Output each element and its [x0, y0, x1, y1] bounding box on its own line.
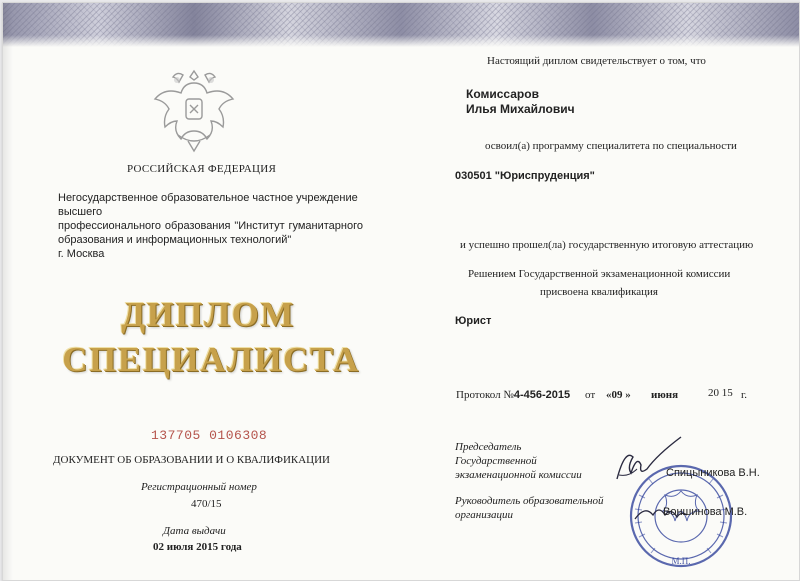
specialty: 030501 "Юриспруденция": [455, 170, 595, 182]
attestation-statement: и успешно прошел(ла) государственную итоговую аттестацию: [460, 239, 754, 251]
commission-decision: Решением Государственной экзаменационной комиссии: [468, 268, 731, 280]
certification-intro: Настоящий диплом свидетельствует о том, что: [487, 55, 706, 67]
protocol-from: от: [585, 389, 596, 401]
qualification-awarded-label: присвоена квалификация: [540, 286, 658, 298]
protocol-year-suffix: г.: [741, 389, 748, 401]
diploma-title-line-2: СПЕЦИАЛИСТА: [62, 340, 360, 379]
graduate-given-names: Илья Михайлович: [466, 102, 575, 116]
chair-name: Спицыникова В.Н.: [666, 467, 760, 479]
diploma-title-line-1: ДИПЛОМ: [121, 295, 295, 334]
qualification: Юрист: [455, 315, 492, 327]
document-name: ДОКУМЕНТ ОБ ОБРАЗОВАНИИ И О КВАЛИФИКАЦИИ: [53, 454, 331, 466]
protocol-year: 20 15: [708, 387, 733, 399]
chair-signature-icon: [605, 435, 685, 495]
organization-line-3: образования и информационных технологий": [58, 234, 292, 246]
chair-label-line-2: Государственной: [455, 455, 537, 467]
organization-line-1: Негосударственное образовательное частное учреждение высшего: [58, 192, 358, 218]
chair-label-line-1: Председатель: [455, 441, 522, 453]
protocol-number: 4-456-2015: [513, 389, 571, 401]
registration-label: Регистрационный номер: [141, 481, 257, 493]
protocol-line: [456, 389, 570, 401]
issue-date-label: Дата выдачи: [163, 525, 226, 537]
head-name: Воншинова М.В.: [663, 506, 748, 518]
chair-label: [455, 440, 582, 482]
organization-city: г. Москва: [58, 248, 105, 260]
head-label: [455, 494, 604, 522]
head-label-line-1: Руководитель образовательной: [455, 495, 604, 507]
protocol-label: Протокол №: [456, 389, 514, 401]
graduate-surname: Комиссаров: [466, 87, 539, 101]
stamp-text: М.П.: [671, 556, 691, 566]
page-edge-shadow: [3, 3, 13, 580]
organization-line-2: профессионального образования "Институт гуманитарного: [58, 220, 363, 232]
protocol-day: «09 »: [606, 389, 631, 401]
organization-block: [58, 191, 363, 261]
diploma-sheet: [2, 2, 800, 581]
head-label-line-2: организации: [455, 509, 514, 521]
serial-number: 137705 0106308: [151, 428, 268, 443]
protocol-month: июня: [651, 389, 679, 401]
registration-number: 470/15: [191, 498, 222, 510]
coat-of-arms-icon: [148, 65, 240, 157]
issue-date: 02 июля 2015 года: [153, 541, 242, 553]
chair-label-line-3: экзаменационной комиссии: [455, 469, 582, 481]
country-name: РОССИЙСКАЯ ФЕДЕРАЦИЯ: [127, 163, 277, 175]
decorative-ornament-band: [3, 3, 799, 47]
program-statement: освоил(а) программу специалитета по специальности: [485, 140, 737, 152]
